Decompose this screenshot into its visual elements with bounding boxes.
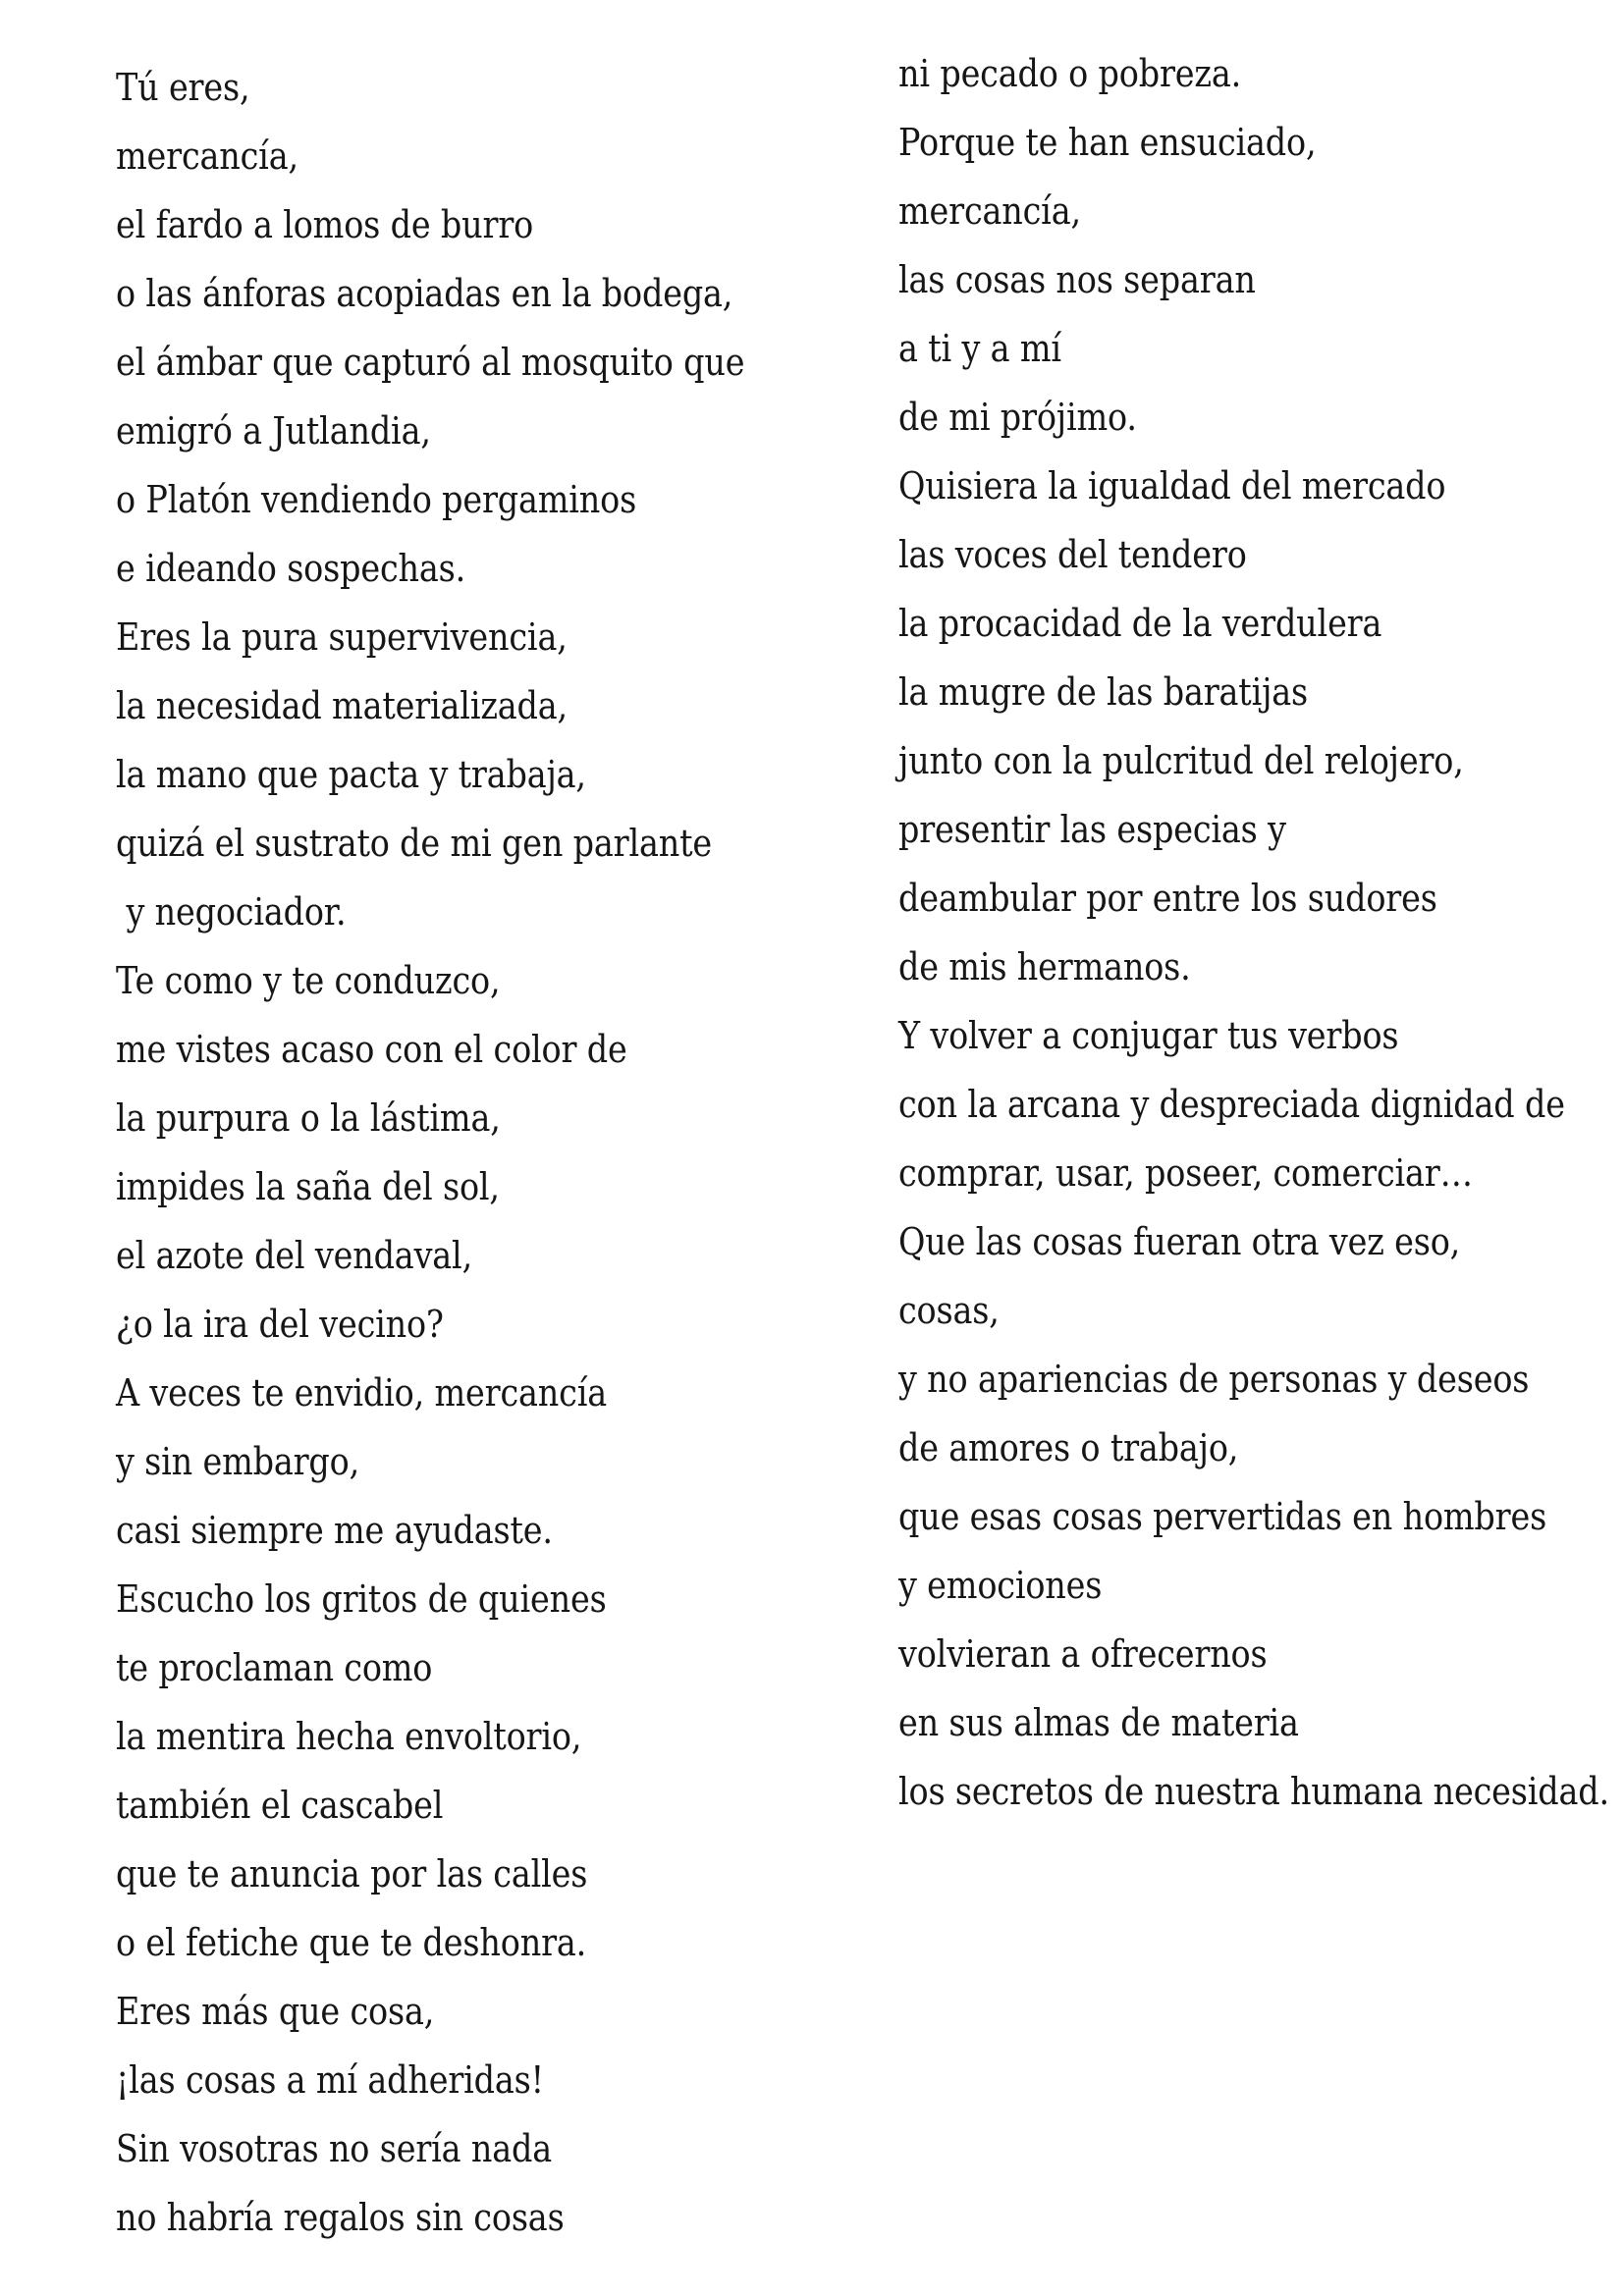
poem-line: Porque te han ensuciado, [898,121,1317,164]
poem-line: la mugre de las baratijas [898,670,1309,714]
poem-line: junto con la pulcritud del relojero, [898,739,1464,782]
poem-line: Escucho los gritos de quienes [116,1577,607,1621]
poem-line: que esas cosas pervertidas en hombres [898,1495,1547,1538]
poem-line: las voces del tendero [898,533,1247,576]
poem-line: e ideando sospechas. [116,547,466,590]
poem-line: ni pecado o pobreza. [898,52,1242,95]
poem-line: que te anuncia por las calles [116,1852,588,1896]
poem-column-right [898,39,1609,1826]
poem-line: deambular por entre los sudores [898,877,1437,920]
poem-line: también el cascabel [116,1784,444,1827]
poem-line: Y volver a conjugar tus verbos [898,1014,1399,1057]
poem-line: a ti y a mí [898,327,1061,370]
poem-line: el fardo a lomos de burro [116,203,534,246]
poem-line: la purpura o la lástima, [116,1096,501,1140]
poem-line: la mano que pacta y trabaja, [116,753,586,796]
poem-line: Quisiera la igualdad del mercado [898,464,1446,507]
poem-line: las cosas nos separan [898,258,1256,301]
poem-line: mercancía, [898,189,1081,233]
poem-line: Te como y te conduzco, [116,959,501,1002]
poem-line: y negociador. [116,890,347,934]
poem-line: Eres más que cosa, [116,1990,435,2033]
poem-line: cosas, [898,1289,1000,1332]
poem-line: los secretos de nuestra humana necesidad. [898,1770,1609,1813]
poem-line: el ámbar que capturó al mosquito que [116,341,745,384]
poem-line: ¡las cosas a mí adheridas! [116,2058,544,2102]
poem-line: la procacidad de la verdulera [898,602,1382,645]
poem-line: el azote del vendaval, [116,1234,473,1277]
poem-line: de mis hermanos. [898,945,1191,988]
poem-line: A veces te envidio, mercancía [116,1371,607,1415]
poem-line: y no apariencias de personas y deseos [898,1358,1530,1401]
poem-line: casi siempre me ayudaste. [116,1509,553,1552]
poem-line: en sus almas de materia [898,1701,1299,1744]
poem-line: ¿o la ira del vecino? [116,1303,444,1346]
poem-line: volvieran a ofrecernos [898,1632,1268,1676]
poem-line: Tú eres, [116,66,250,109]
poem-line: o las ánforas acopiadas en la bodega, [116,272,733,315]
poem-column-left [116,53,744,2252]
poem-line: mercancía, [116,134,298,178]
poem-line: o el fetiche que te deshonra. [116,1921,587,1964]
poem-line: con la arcana y despreciada dignidad de [898,1083,1565,1126]
poem-line: Sin vosotras no sería nada [116,2127,552,2170]
poem-line: de amores o trabajo, [898,1426,1239,1469]
poem-line: me vistes acaso con el color de [116,1028,627,1071]
poem-line: Eres la pura supervivencia, [116,615,568,659]
poem-line: no habría regalos sin cosas [116,2196,565,2239]
poem-line: comprar, usar, poseer, comerciar… [898,1151,1473,1195]
poem-line: Que las cosas fueran otra vez eso, [898,1220,1461,1263]
poem-line: te proclaman como [116,1646,433,1689]
poem-line: y sin embargo, [116,1440,360,1483]
poem-line: quizá el sustrato de mi gen parlante [116,822,712,865]
poem-line: impides la saña del sol, [116,1165,500,1208]
poem-line: y emociones [898,1564,1103,1607]
poem-line: presentir las especias y [898,808,1286,851]
poem-line: la mentira hecha envoltorio, [116,1715,582,1758]
poem-line: o Platón vendiendo pergaminos [116,478,637,521]
poem-line: la necesidad materializada, [116,684,568,727]
poem-line: de mi prójimo. [898,396,1137,439]
poem-line: emigró a Jutlandia, [116,409,431,453]
